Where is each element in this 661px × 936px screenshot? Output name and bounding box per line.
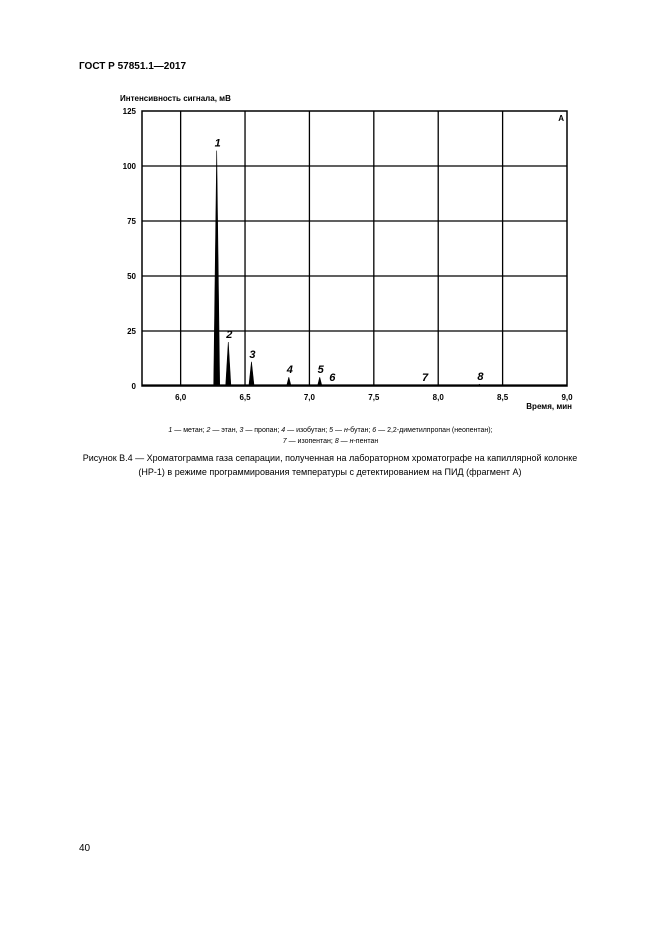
legend-number: 6 bbox=[372, 427, 377, 434]
y-axis-label: Интенсивность сигнала, мВ bbox=[120, 94, 231, 103]
figure-caption: Рисунок В.4 — Хроматограмма газа сепарации, полученная на лабораторном хроматографе на капиллярной колонке (НР-1) в режиме программирования температуры с детектированием на ПИД (фрагмент А) bbox=[82, 453, 578, 477]
legend-number: 8 bbox=[334, 438, 339, 445]
document-header: ГОСТ Р 57851.1—2017 bbox=[79, 61, 187, 72]
peak bbox=[249, 362, 254, 386]
y-tick-label: 125 bbox=[122, 107, 136, 116]
y-tick-label: 100 bbox=[122, 162, 136, 171]
peak-label: 4 bbox=[286, 364, 293, 377]
chromatogram-chart bbox=[0, 0, 661, 420]
peak bbox=[318, 377, 322, 386]
legend-text: — этан, bbox=[210, 427, 240, 434]
legend-number: 1 bbox=[168, 427, 173, 434]
peak-label: 7 bbox=[421, 371, 429, 384]
x-tick-label: 9,0 bbox=[561, 393, 573, 402]
legend-text: -пентан bbox=[353, 438, 379, 445]
legend-text: — 2,2-диметилпропан (неопентан); bbox=[376, 427, 493, 434]
legend-text: — изопентан; bbox=[286, 438, 335, 445]
x-tick-label: 6,0 bbox=[175, 393, 187, 402]
legend-text: — пропан; bbox=[243, 427, 282, 434]
legend-italic: н bbox=[349, 438, 354, 445]
peak-label: 3 bbox=[249, 348, 256, 361]
y-tick-label: 50 bbox=[127, 272, 136, 281]
legend-number: 3 bbox=[239, 427, 244, 434]
y-tick-label: 0 bbox=[131, 382, 136, 391]
y-tick-label: 25 bbox=[127, 327, 136, 336]
tick-labels bbox=[123, 107, 573, 402]
peak-labels bbox=[215, 138, 485, 384]
panel-label: А bbox=[558, 114, 564, 123]
x-axis-label: Время, мин bbox=[526, 402, 572, 411]
legend-text: — bbox=[333, 427, 344, 434]
peak-label: 5 bbox=[317, 364, 324, 377]
legend-number: 4 bbox=[281, 427, 286, 434]
x-tick-label: 8,0 bbox=[432, 393, 444, 402]
legend-text: — изобутан; bbox=[285, 427, 330, 434]
legend-text: — bbox=[338, 438, 350, 445]
legend-text: — метан; bbox=[172, 427, 207, 434]
legend-line-1 bbox=[0, 425, 661, 436]
x-tick-label: 7,5 bbox=[368, 393, 380, 402]
legend-number: 7 bbox=[282, 438, 287, 445]
legend-line-2 bbox=[0, 436, 661, 447]
x-tick-label: 6,5 bbox=[239, 393, 251, 402]
peak-label: 6 bbox=[329, 371, 336, 384]
page-number: 40 bbox=[79, 843, 91, 854]
grid bbox=[142, 111, 567, 386]
legend-number: 2 bbox=[206, 427, 211, 434]
legend-text: -бутан; bbox=[347, 427, 373, 434]
y-tick-label: 75 bbox=[127, 217, 136, 226]
x-tick-label: 7,0 bbox=[303, 393, 315, 402]
legend-italic: н bbox=[343, 427, 348, 434]
peak-label: 1 bbox=[214, 137, 221, 150]
x-tick-label: 8,5 bbox=[497, 393, 509, 402]
peak-label: 8 bbox=[477, 371, 484, 384]
peak bbox=[226, 342, 231, 386]
peak bbox=[287, 377, 291, 386]
peak-legend bbox=[0, 425, 661, 447]
legend-number: 5 bbox=[329, 427, 334, 434]
peak bbox=[214, 151, 220, 386]
peak-label: 2 bbox=[226, 329, 233, 341]
